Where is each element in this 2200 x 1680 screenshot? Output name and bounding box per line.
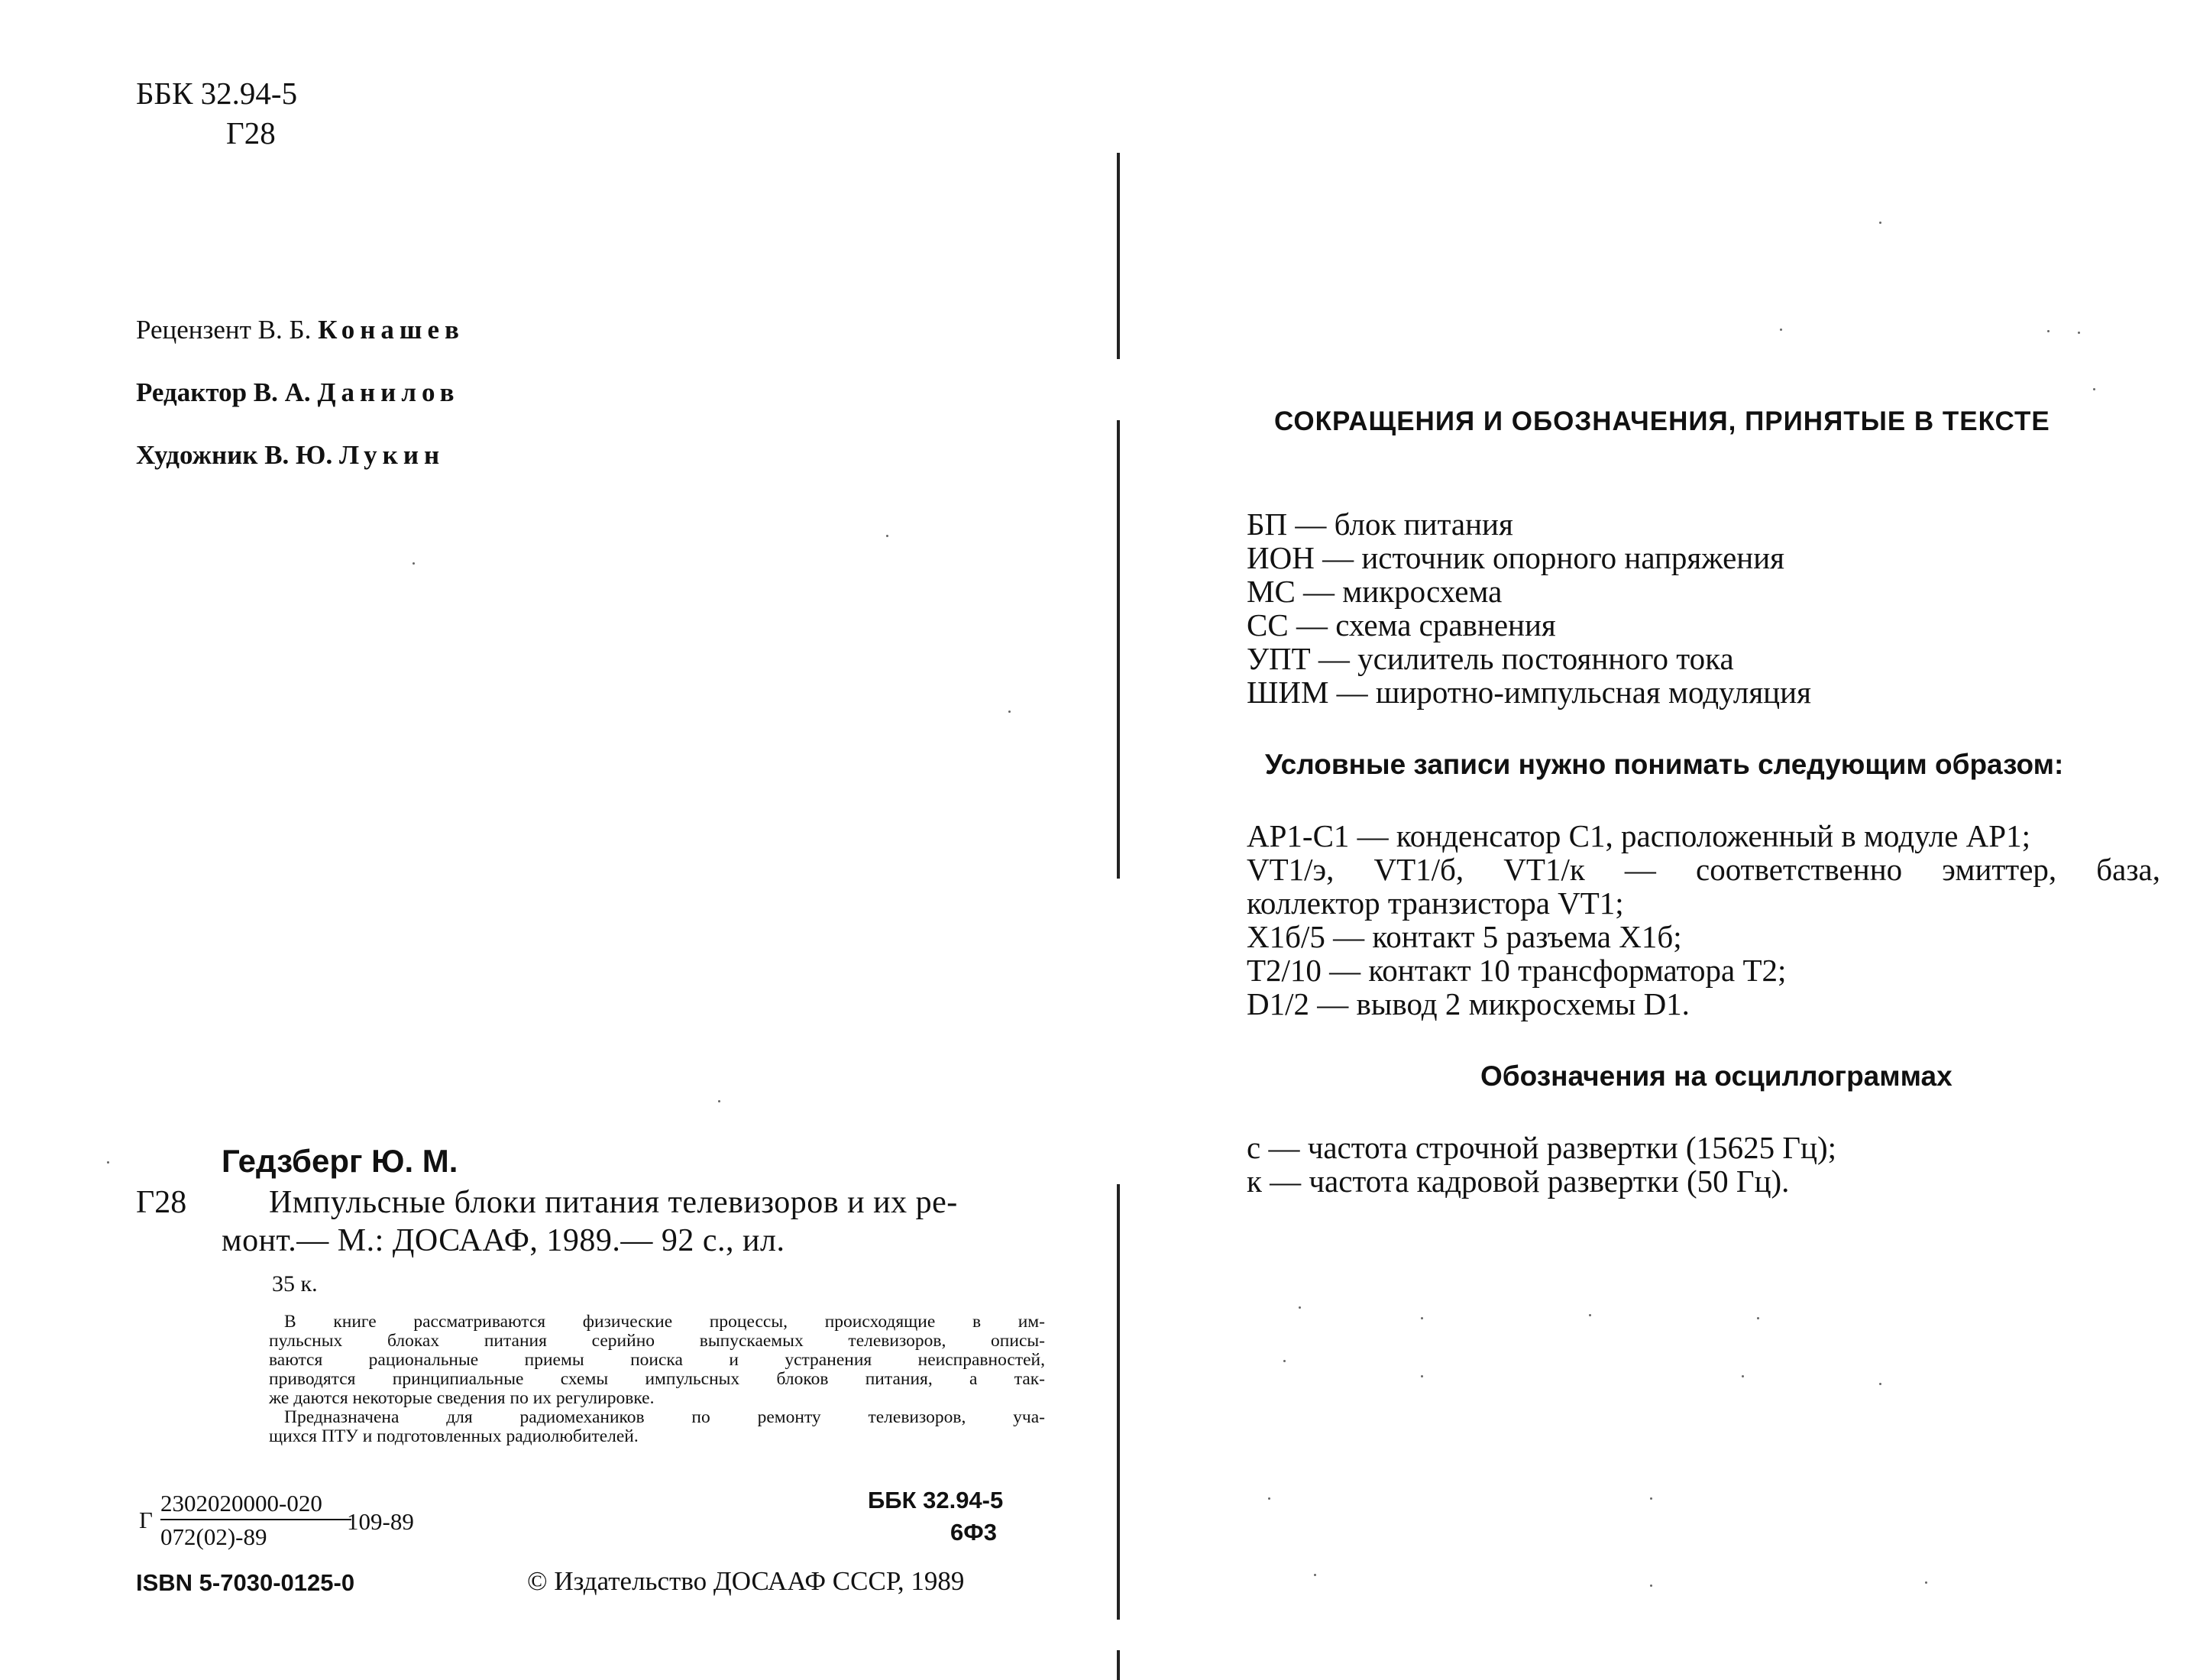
scan-speck <box>1879 1383 1881 1385</box>
author-mark-top: Г28 <box>226 115 276 151</box>
credit-role: Рецензент В. Б. <box>136 315 312 345</box>
credit-role: Художник В. Ю. <box>136 440 333 470</box>
audience-line: щихся ПТУ и подготовленных радиолюбителей. <box>269 1426 639 1446</box>
abbreviation-item: ИОН — источник опорного напряжения <box>1247 540 1785 575</box>
isbn: ISBN 5-7030-0125-0 <box>136 1569 355 1596</box>
credit-artist <box>136 440 445 471</box>
credit-reviewer <box>136 315 464 345</box>
convention-item: АР1-С1 — конденсатор С1, расположенный в модуле АР1; <box>1247 818 2030 853</box>
scan-speck <box>1299 1306 1301 1309</box>
book-price: 35 к. <box>272 1271 318 1296</box>
abbreviation-item: СС — схема сравнения <box>1247 607 1556 643</box>
scan-speck <box>1757 1317 1759 1319</box>
bbk-index-bottom: ББК 32.94-5 <box>868 1487 1004 1513</box>
scan-speck <box>1925 1581 1927 1584</box>
bbk-index-top: ББК 32.94-5 <box>136 76 298 111</box>
convention-item: Х1б/5 — контакт 5 разъема Х1б; <box>1247 919 1682 954</box>
gutter-gap <box>1115 0 1122 153</box>
scan-speck <box>1589 1314 1591 1316</box>
scan-speck <box>1008 711 1011 713</box>
oscillogram-heading: Обозначения на осциллограммах <box>1480 1060 1952 1092</box>
scan-speck <box>1780 329 1782 331</box>
convention-item: Т2/10 — контакт 10 трансформатора Т2; <box>1247 953 1787 988</box>
book-title-line-1: Импульсные блоки питания телевизоров и их ре- <box>269 1185 958 1220</box>
scan-speck <box>1283 1360 1286 1362</box>
scan-speck <box>2078 332 2080 334</box>
scan-speck <box>1879 222 1881 224</box>
audience-line: Предназначена для радиомехаников по ремонту телевизоров, уча- <box>284 1407 1045 1427</box>
scan-speck <box>718 1100 720 1102</box>
scan-speck <box>1650 1585 1652 1587</box>
credit-editor <box>136 377 460 408</box>
catalog-formula-suffix: 109-89 <box>347 1508 414 1535</box>
catalog-formula-numerator: 2302020000-020 <box>160 1490 322 1517</box>
conventions-heading: Условные записи нужно понимать следующим образом: <box>1265 749 2064 780</box>
annotation-line: ваются рациональные приемы поиска и устранения неисправностей, <box>269 1350 1045 1370</box>
convention-item: коллектор транзистора VT1; <box>1247 885 1624 921</box>
scan-speck <box>2093 388 2095 390</box>
catalog-formula-denominator: 072(02)-89 <box>160 1523 267 1550</box>
scan-speck <box>2047 330 2050 332</box>
abbreviation-item: МС — микросхема <box>1247 574 1503 609</box>
annotation-line: В книге рассматриваются физические процессы, происходящие в им- <box>284 1312 1045 1332</box>
scan-speck <box>886 535 888 537</box>
gutter-gap <box>1115 359 1122 420</box>
catalog-formula-letter: Г <box>139 1507 153 1533</box>
oscillogram-item: с — частота строчной развертки (15625 Гц); <box>1247 1130 1837 1165</box>
scan-speck <box>1421 1375 1423 1377</box>
oscillogram-item: к — частота кадровой развертки (50 Гц). <box>1247 1164 1790 1199</box>
scan-speck <box>1650 1497 1652 1500</box>
convention-item: VT1/э, VT1/б, VT1/к — соответственно эмиттер, база, <box>1247 852 2160 887</box>
catalog-formula-fraction-line <box>160 1519 351 1520</box>
scan-speck <box>412 562 415 565</box>
catalog-code: Г28 <box>136 1185 187 1220</box>
credit-role: Редактор В. А. <box>136 377 311 407</box>
abbreviation-item: БП — блок питания <box>1247 507 1513 542</box>
book-author: Гедзберг Ю. М. <box>222 1143 458 1179</box>
credit-name: Данилов <box>317 377 460 407</box>
annotation-line: пульсных блоках питания серийно выпускаемых телевизоров, описы- <box>269 1331 1045 1351</box>
abbreviation-item: ШИМ — широтно-импульсная модуляция <box>1247 675 1811 710</box>
abbreviation-item: УПТ — усилитель постоянного тока <box>1247 641 1734 676</box>
annotation-line: приводятся принципиальные схемы импульсных блоков питания, а так- <box>269 1369 1045 1389</box>
scan-speck <box>1268 1497 1270 1500</box>
page-gutter-line <box>1117 0 1120 1680</box>
gutter-gap <box>1115 1620 1122 1650</box>
classification-code: 6Ф3 <box>950 1519 997 1546</box>
scan-speck <box>1742 1375 1744 1377</box>
gutter-gap <box>1115 879 1122 1184</box>
copyright-notice: © Издательство ДОСААФ СССР, 1989 <box>527 1566 965 1596</box>
credit-name: Конашев <box>318 315 464 345</box>
scan-speck <box>107 1161 109 1164</box>
credit-name: Лукин <box>338 440 445 470</box>
book-title-line-2: монт.— М.: ДОСААФ, 1989.— 92 с., ил. <box>222 1223 785 1258</box>
scan-speck <box>1314 1574 1316 1576</box>
abbreviations-heading: СОКРАЩЕНИЯ И ОБОЗНАЧЕНИЯ, ПРИНЯТЫЕ В ТЕКСТЕ <box>1274 406 2050 436</box>
annotation-line: же даются некоторые сведения по их регулировке. <box>269 1388 655 1408</box>
scan-speck <box>1421 1317 1423 1319</box>
convention-item: D1/2 — вывод 2 микросхемы D1. <box>1247 986 1690 1021</box>
